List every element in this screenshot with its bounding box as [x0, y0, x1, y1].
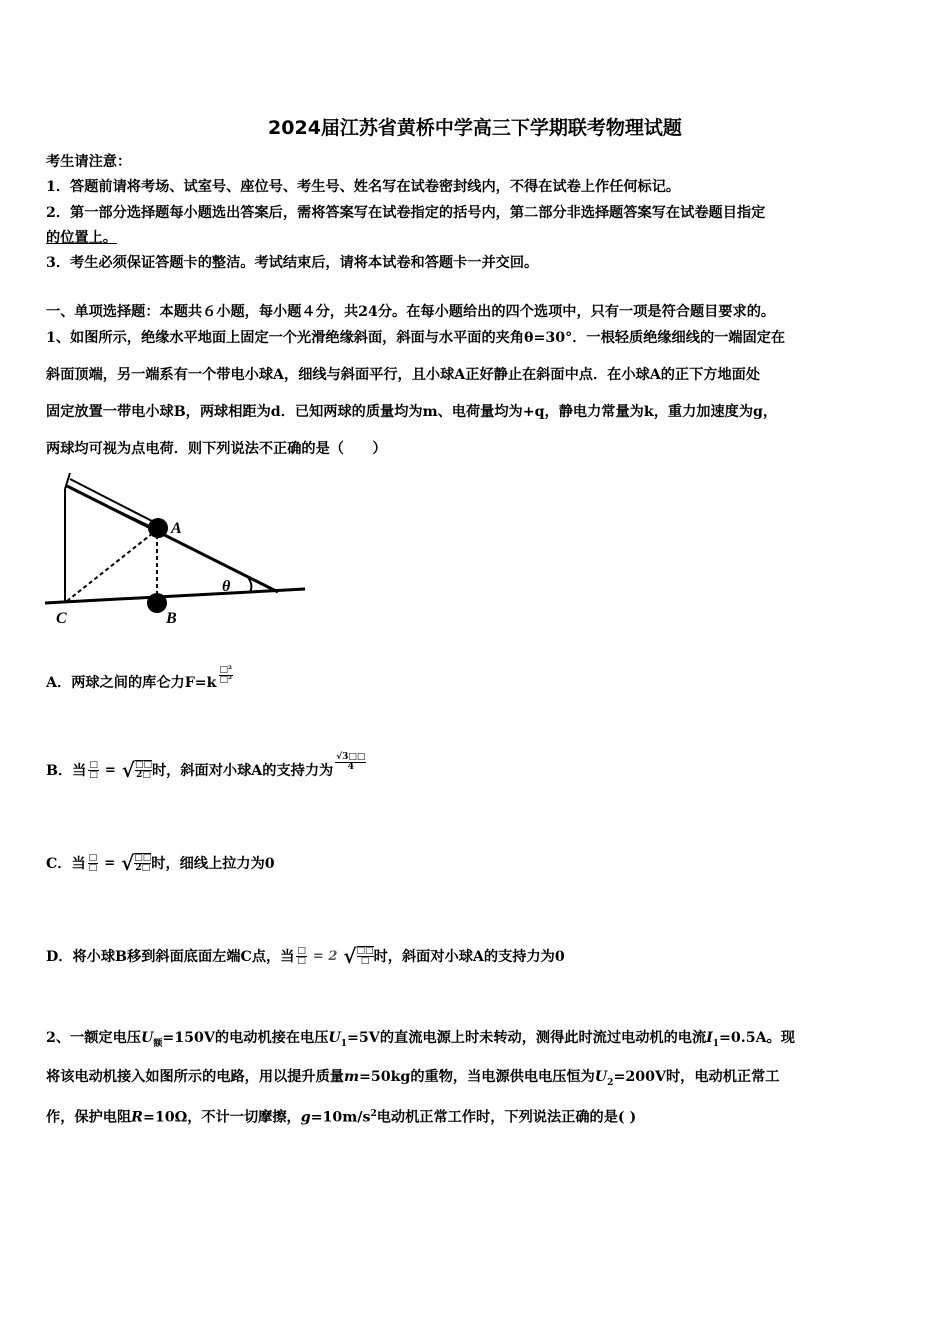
text: 电动机正常工作时，下列说法正确的是( )	[376, 1109, 637, 1126]
text: =150V的电动机接在电压	[162, 1030, 329, 1046]
ball-a	[148, 518, 168, 538]
var-i1: I	[706, 1030, 713, 1046]
option-a-fraction	[219, 666, 233, 685]
frac-den: 4	[347, 761, 354, 772]
sqrt-num: □□	[134, 760, 152, 770]
sqrt-den: 2□	[136, 770, 151, 780]
text: 2、一额定电压	[46, 1030, 141, 1046]
notice-item-2-cont: 的位置上。	[46, 230, 117, 246]
option-a-text: A．两球之间的库仑力F=k	[46, 675, 217, 691]
notice-item-1: 1．答题前请将考场、试室号、座位号、考生号、姓名写在试卷密封线内，不得在试卷上作任何标记。	[46, 179, 681, 195]
q1-line-3: 固定放置一带电小球B，两球相距为d．已知两球的质量均为m、电荷量均为+q，静电力常量为k，重力加速度为g，	[46, 404, 778, 420]
option-b-prefix: B．当	[46, 763, 87, 779]
text: =10Ω，不计一切摩擦，	[142, 1109, 301, 1126]
frac-num: √3□□	[336, 751, 366, 762]
sqrt-num: □□	[134, 853, 152, 863]
q1-line-1: 1、如图所示，绝缘水平地面上固定一个光滑绝缘斜面，斜面与水平面的夹角θ=30°．一根轻质绝缘细线的一端固定在	[46, 330, 786, 346]
sub: 1	[340, 1038, 348, 1049]
incline-figure	[40, 465, 315, 630]
text: 将该电动机接入如图所示的电路，用以提升质量	[46, 1069, 344, 1085]
frac-den: □	[88, 862, 98, 873]
q1-line-2: 斜面顶端，另一端系有一个带电小球A，细线与斜面平行，且小球A正好静止在斜面中点．在小球A的正下方地面处	[46, 367, 761, 383]
option-b-result	[335, 753, 366, 772]
option-c-sqrt: √ □□ 2□	[121, 851, 152, 875]
ground-line	[45, 589, 305, 603]
option-c-mid: 时，细线上拉力为0	[151, 856, 275, 872]
q1-option-d	[46, 946, 565, 966]
option-c-fraction	[88, 854, 99, 873]
thread-line-2	[70, 488, 152, 527]
dashed-ca	[67, 529, 158, 601]
q1-option-b	[46, 751, 368, 782]
q2-line-2	[46, 1067, 779, 1093]
option-d-fraction	[296, 947, 307, 966]
text: =50kg的重物，当电源供电电压恒为	[358, 1069, 595, 1085]
frac-den: □	[89, 769, 98, 780]
var-u2: U	[594, 1069, 608, 1085]
equals: =	[104, 762, 116, 778]
frac-num: □	[297, 945, 306, 956]
text: =200V时，电动机正常工	[613, 1069, 780, 1085]
var-u: U	[141, 1030, 154, 1046]
text: =5V的直流电源上时未转动，测得此时流过电动机的电流	[347, 1030, 707, 1046]
frac-num: □²	[219, 664, 232, 675]
thread-line	[70, 479, 152, 521]
option-c-prefix: C．当	[46, 856, 86, 872]
sup: 2	[370, 1109, 377, 1119]
sqrt-den: 2□	[135, 863, 151, 873]
q1-line-4: 两球均可视为点电荷．则下列说法不正确的是（ ）	[46, 441, 387, 457]
q1-option-c	[46, 853, 275, 873]
frac-den: □	[297, 955, 306, 966]
sqrt-num: □□	[356, 946, 374, 956]
option-d-sqrt: √ □□ □	[343, 944, 374, 968]
sub: 额	[153, 1038, 163, 1049]
equals: = 2	[312, 948, 338, 964]
section-heading: 一、单项选择题：本题共６小题，每小题４分，共24分。在每小题给出的四个选项中，只有一项是符合题目要求的。	[46, 304, 776, 320]
sub: 2	[607, 1077, 614, 1088]
q2-line-3	[46, 1104, 636, 1128]
text: =0.5A。现	[719, 1030, 796, 1046]
notice-item-3: 3．考生必须保证答题卡的整洁。考试结束后，请将本试卷和答题卡一并交回。	[46, 255, 539, 271]
label-b: B	[166, 610, 177, 627]
var-u1: U	[328, 1030, 341, 1046]
option-b-sqrt: √ □□ 2□	[121, 758, 152, 782]
notice-heading: 考生请注意：	[46, 154, 132, 170]
sub: 1	[712, 1038, 720, 1049]
option-d-prefix: D．将小球B移到斜面底面左端C点，当	[46, 949, 295, 965]
q1-option-a	[46, 664, 235, 693]
frac-den: □²	[219, 674, 232, 685]
frac-num: □	[88, 852, 98, 863]
sqrt-den: □	[360, 956, 370, 966]
var-g: g	[300, 1109, 311, 1126]
option-b-fraction	[88, 761, 99, 780]
label-a: A	[171, 520, 182, 537]
ball-b	[147, 593, 167, 613]
notice-item-2: 2．第一部分选择题每小题选出答案后，需将答案写在试卷指定的括号内，第二部分非选择题答案写在试卷题目指定	[46, 205, 766, 221]
option-d-mid: 时，斜面对小球A的支持力为0	[373, 949, 565, 965]
text: =10m/s	[310, 1109, 371, 1126]
q2-line-1	[46, 1028, 795, 1054]
frac-num: □	[89, 759, 98, 770]
label-c: C	[56, 610, 67, 627]
var-r: R	[131, 1109, 143, 1126]
var-m: m	[343, 1069, 359, 1085]
equals: =	[104, 855, 116, 871]
label-theta: θ	[222, 578, 231, 595]
option-b-mid: 时，斜面对小球A的支持力为	[151, 763, 334, 779]
page-title: 2024届江苏省黄桥中学高三下学期联考物理试题	[268, 117, 682, 139]
text: 作，保护电阻	[46, 1109, 132, 1126]
